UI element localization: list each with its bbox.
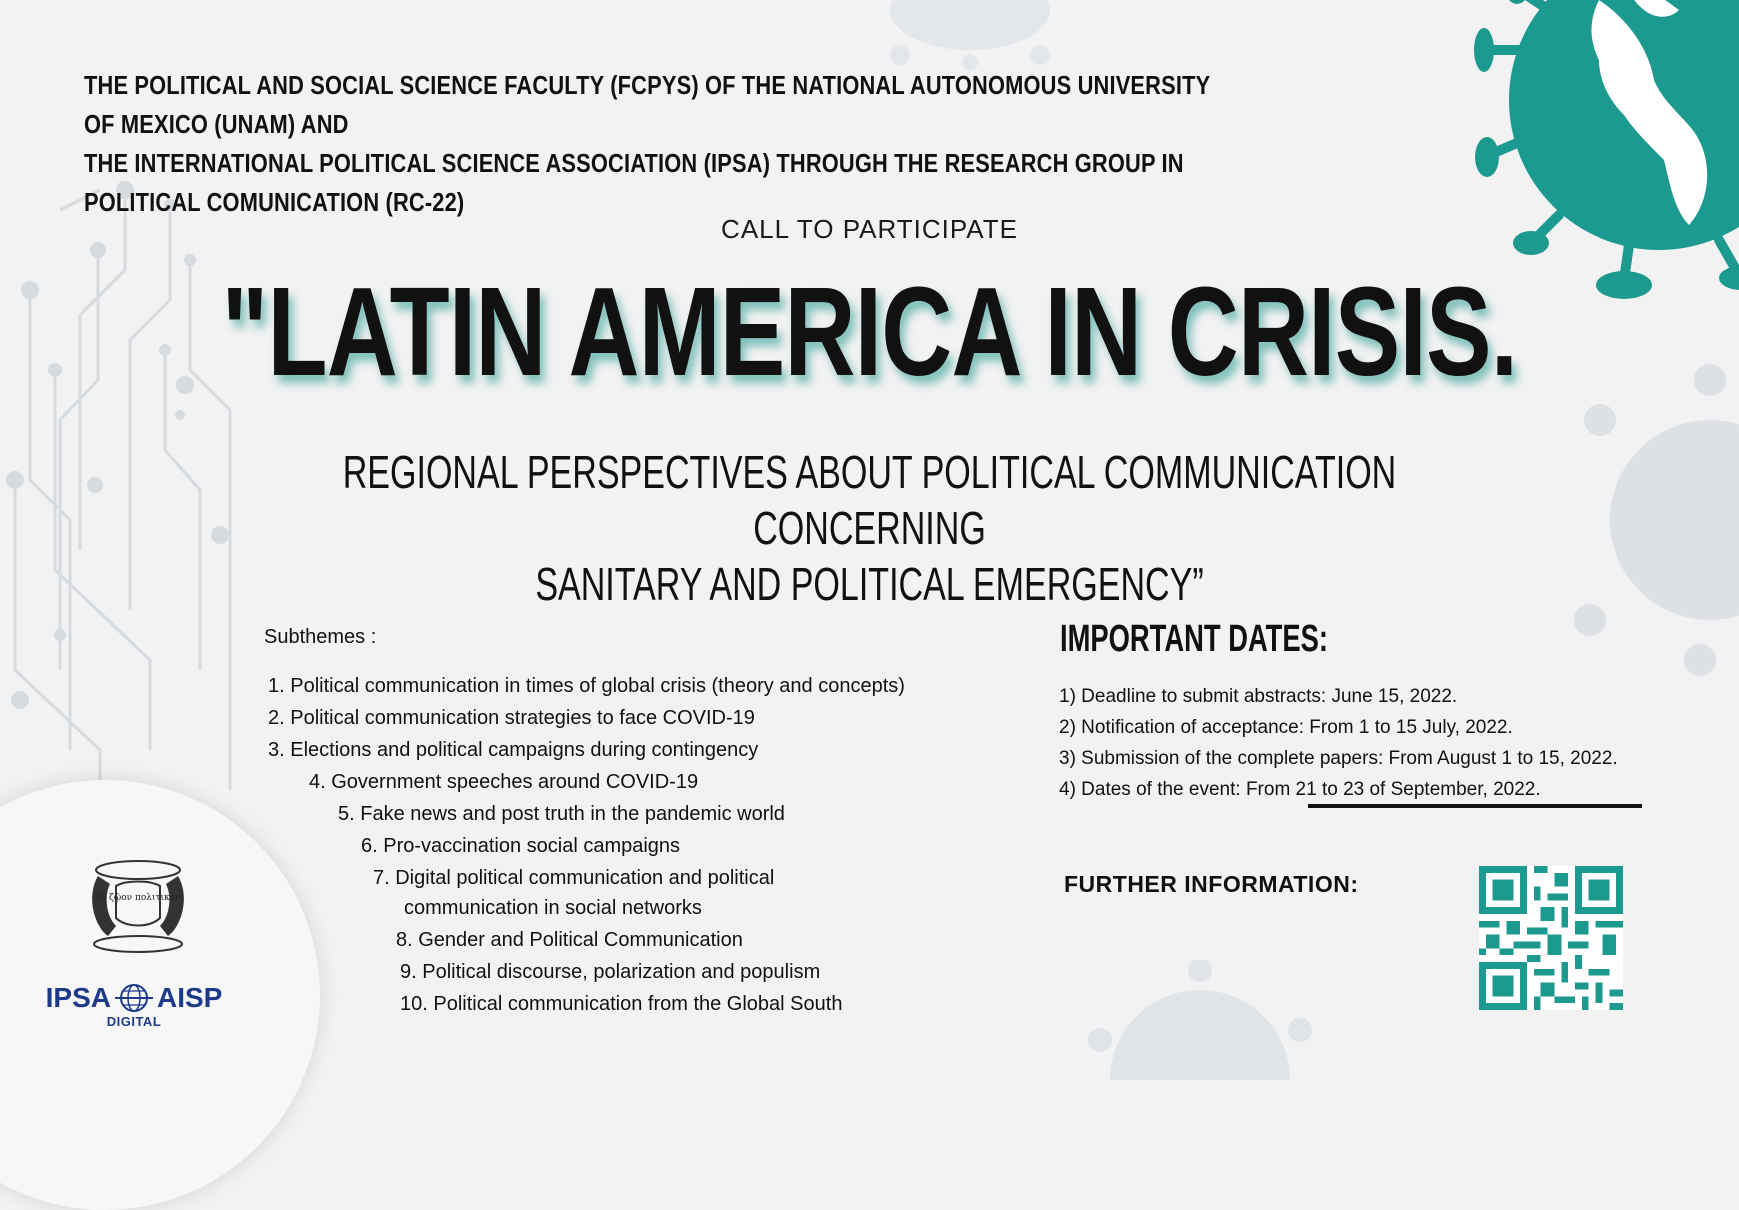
dates-underline bbox=[1308, 804, 1642, 808]
circuit-decoration bbox=[0, 150, 260, 830]
ipsa-label: IPSA bbox=[45, 982, 111, 1013]
virus-faint-icon bbox=[870, 0, 1070, 70]
globe-icon bbox=[115, 983, 153, 1013]
subtheme-item: 7. Digital political communication and political bbox=[373, 867, 775, 889]
call-to-participate: CALL TO PARTICIPATE bbox=[721, 214, 1018, 244]
subtheme-item: 10. Political communication from the Global South bbox=[400, 993, 843, 1015]
virus-faint-icon bbox=[1560, 360, 1739, 680]
important-dates-heading: IMPORTANT DATES: bbox=[1060, 618, 1329, 660]
main-title: "LATIN AMERICA IN CRISIS. bbox=[221, 261, 1518, 402]
subtheme-item: 6. Pro-vaccination social campaigns bbox=[361, 835, 681, 857]
subtitle bbox=[226, 444, 1513, 612]
subtheme-item: 9. Political discourse, polarization and populism bbox=[400, 961, 821, 983]
subtheme-item: 2. Political communication strategies to face COVID-19 bbox=[268, 707, 755, 729]
unam-motto: Tó ζῷον πολιτικόν bbox=[95, 893, 181, 903]
ipsa-aisp-logo bbox=[34, 982, 234, 1029]
virus-faint-icon bbox=[1080, 960, 1320, 1080]
subtitle-line-1: REGIONAL PERSPECTIVES ABOUT POLITICAL COMMUNICATION CONCERNING bbox=[342, 446, 1397, 554]
qr-code[interactable] bbox=[1479, 866, 1623, 1010]
organizers-line-1: THE POLITICAL AND SOCIAL SCIENCE FACULTY (FCPYS) OF THE NATIONAL AUTONOMOUS UNIVERSITY OF MEXICO (UNAM) AND bbox=[84, 70, 1210, 139]
date-item: 3) Submission of the complete papers: From August 1 to 15, 2022. bbox=[1059, 748, 1618, 769]
date-item: 2) Notification of acceptance: From 1 to 15 July, 2022. bbox=[1059, 717, 1513, 738]
subtheme-item: 1. Political communication in times of global crisis (theory and concepts) bbox=[268, 675, 905, 697]
subtheme-item-continuation: communication in social networks bbox=[404, 897, 702, 919]
subtheme-item: 5. Fake news and post truth in the pandemic world bbox=[338, 803, 785, 825]
date-item: 4) Dates of the event: From 21 to 23 of September, 2022. bbox=[1059, 779, 1541, 800]
date-item: 1) Deadline to submit abstracts: June 15, 2022. bbox=[1059, 686, 1458, 707]
subthemes-label: Subthemes : bbox=[264, 626, 377, 648]
unam-crest-icon bbox=[86, 856, 190, 956]
subtitle-line-2: SANITARY AND POLITICAL EMERGENCY” bbox=[535, 558, 1204, 610]
subtheme-item: 8. Gender and Political Communication bbox=[396, 929, 743, 951]
subtheme-item: 4. Government speeches around COVID-19 bbox=[309, 771, 699, 793]
further-information-label: FURTHER INFORMATION: bbox=[1064, 871, 1359, 897]
subtheme-item: 3. Elections and political campaigns during contingency bbox=[268, 739, 759, 761]
ipsa-digital-label: DIGITAL bbox=[106, 1014, 162, 1029]
organizers-line-2: THE INTERNATIONAL POLITICAL SCIENCE ASSOCIATION (IPSA) THROUGH THE RESEARCH GROUP IN POLITICAL COMUNICATION (RC-22) bbox=[84, 148, 1184, 217]
organizers-header bbox=[84, 66, 1226, 222]
aisp-label: AISP bbox=[157, 982, 223, 1013]
